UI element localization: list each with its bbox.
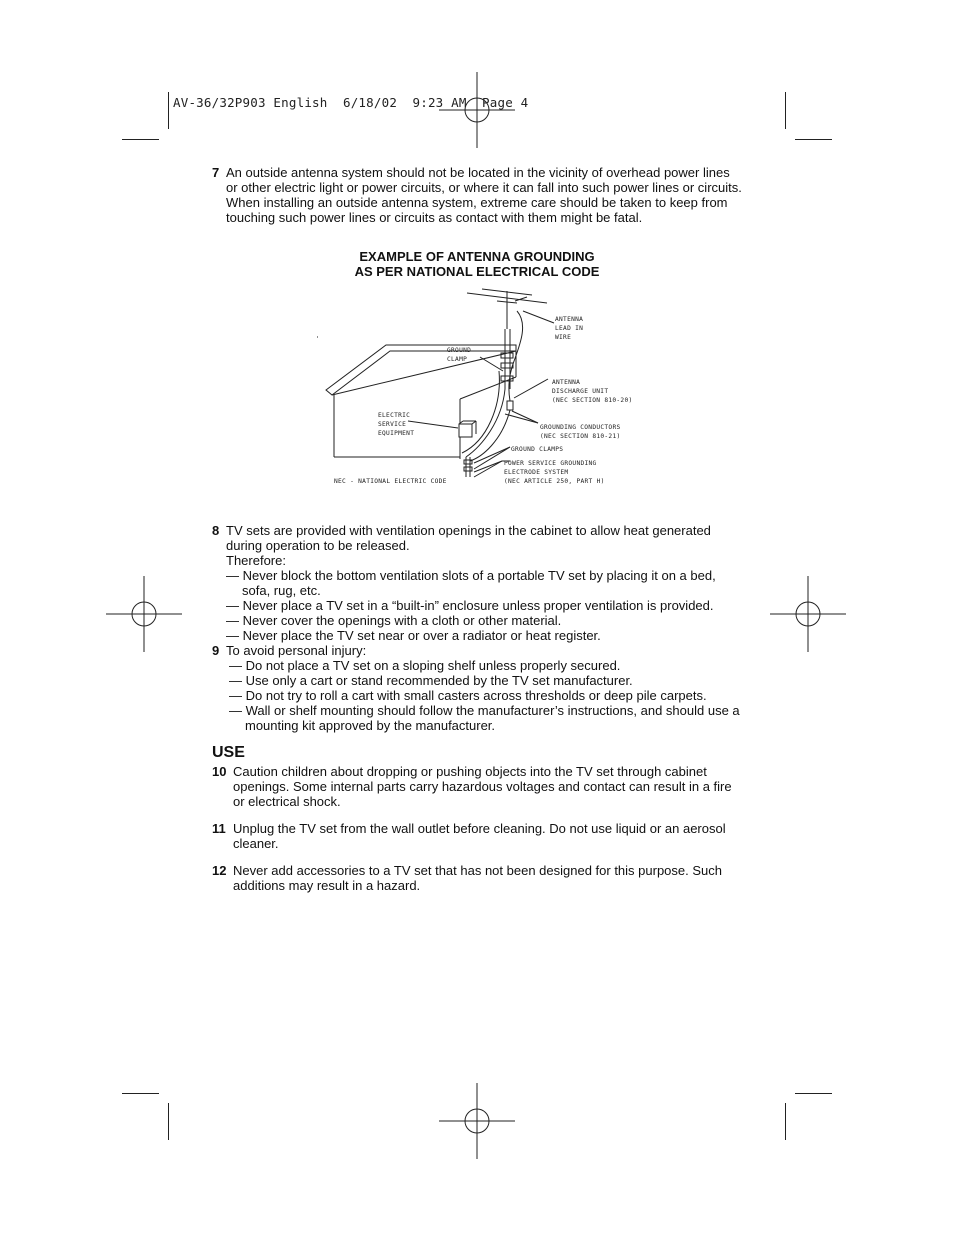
label-antenna-lead-3: WIRE bbox=[555, 334, 572, 341]
label-nec-legend: NEC - NATIONAL ELECTRIC CODE bbox=[334, 478, 447, 485]
list-item: — Use only a cart or stand recommended by the TV set manufacturer. bbox=[229, 673, 633, 688]
label-discharge-1: ANTENNA bbox=[552, 379, 581, 386]
label-power-3: (NEC ARTICLE 250, PART H) bbox=[504, 478, 605, 485]
safety-item-8 bbox=[212, 523, 742, 643]
antenna-lead-in-wire bbox=[509, 311, 523, 401]
item-text: Caution children about dropping or pushing objects into the TV set through cabinet openings. Some internal parts carry hazardous voltages and contact can result in a fire or electrical shock. bbox=[233, 764, 732, 809]
page-content bbox=[212, 165, 742, 893]
item-text: Never add accessories to a TV set that has not been designed for this purpose. Such additions may result in a hazard. bbox=[233, 863, 722, 893]
list-item: — Never place a TV set in a “built-in” enclosure unless proper ventilation is provided. bbox=[226, 598, 714, 613]
print-slug: AV-36/32P903 English 6/18/02 9:23 AM Page 4 bbox=[173, 95, 529, 110]
crop-mark-top-left-vertical bbox=[168, 92, 169, 129]
figure-title-line-2: AS PER NATIONAL ELECTRICAL CODE bbox=[354, 264, 600, 279]
registration-mark-right bbox=[770, 576, 846, 652]
safety-item-7 bbox=[212, 165, 742, 225]
item-text: TV sets are provided with ventilation openings in the cabinet to allow heat generated during operation to be released. bbox=[226, 523, 711, 553]
item-text: An outside antenna system should not be located in the vicinity of overhead power lines or other electric light or power circuits, or where it can fall into such power lines or circuits. When installing an outside antenna system, extreme care should be taken to keep from touching such power lines or circuits as contact with them might be fatal. bbox=[226, 165, 742, 225]
antenna-discharge-unit bbox=[507, 401, 513, 410]
list-item: — Never block the bottom ventilation slots of a portable TV set by placing it on a bed, sofa, rug, etc. bbox=[226, 568, 716, 598]
antenna-grounding-diagram bbox=[212, 281, 742, 509]
list-item: — Wall or shelf mounting should follow the manufacturer’s instructions, and should use a mounting kit approved by the manufacturer. bbox=[229, 703, 740, 733]
figure-title bbox=[212, 249, 742, 279]
label-ground-clamp-1: GROUND bbox=[447, 347, 472, 354]
label-power-1: POWER SERVICE GROUNDING bbox=[504, 460, 597, 467]
crop-mark-bottom-right-horizontal bbox=[795, 1093, 832, 1094]
item-number: 9 bbox=[212, 643, 220, 658]
label-ground-clamps: GROUND CLAMPS bbox=[511, 446, 564, 453]
label-electric-3: EQUIPMENT bbox=[378, 430, 415, 437]
label-discharge-3: (NEC SECTION 810-20) bbox=[552, 397, 633, 404]
label-antenna-lead-1: ANTENNA bbox=[555, 316, 584, 323]
label-ground-clamp-2: CLAMP bbox=[447, 356, 468, 363]
item-text: To avoid personal injury: bbox=[226, 643, 367, 658]
list-item: — Never cover the openings with a cloth or other material. bbox=[226, 613, 562, 628]
crop-mark-bottom-left-horizontal bbox=[122, 1093, 159, 1094]
safety-item-9 bbox=[212, 643, 742, 733]
house-roof bbox=[326, 345, 516, 395]
label-grounding-conductors-2: (NEC SECTION 810-21) bbox=[540, 433, 621, 440]
item-text: Unplug the TV set from the wall outlet before cleaning. Do not use liquid or an aerosol cleaner. bbox=[233, 821, 726, 851]
electric-service-box bbox=[459, 424, 472, 437]
item-number: 8 bbox=[212, 523, 220, 538]
label-electric-2: SERVICE bbox=[378, 421, 407, 428]
crop-mark-bottom-right-vertical bbox=[785, 1103, 786, 1140]
safety-item-12 bbox=[212, 863, 742, 893]
grounding-conductor bbox=[470, 410, 510, 461]
section-heading-use: USE bbox=[212, 744, 245, 761]
crop-mark-bottom-left-vertical bbox=[168, 1103, 169, 1140]
list-item: — Never place the TV set near or over a radiator or heat register. bbox=[226, 628, 601, 643]
registration-mark-top bbox=[439, 72, 515, 148]
item-therefore: Therefore: bbox=[226, 553, 286, 568]
registration-mark-bottom bbox=[439, 1083, 515, 1159]
label-electric-1: ELECTRIC bbox=[378, 412, 411, 419]
label-antenna-lead-2: LEAD IN bbox=[555, 325, 584, 332]
label-power-2: ELECTRODE SYSTEM bbox=[504, 469, 569, 476]
crop-mark-top-left-horizontal bbox=[122, 139, 159, 140]
figure-title-line-1: EXAMPLE OF ANTENNA GROUNDING bbox=[359, 249, 595, 264]
item-number: 7 bbox=[212, 165, 220, 180]
crop-mark-top-right-horizontal bbox=[795, 139, 832, 140]
label-discharge-2: DISCHARGE UNIT bbox=[552, 388, 609, 395]
item-number: 11 bbox=[212, 821, 226, 836]
list-item: — Do not try to roll a cart with small casters across thresholds or deep pile carpets. bbox=[229, 688, 707, 703]
label-grounding-conductors-1: GROUNDING CONDUCTORS bbox=[540, 424, 621, 431]
item-number: 12 bbox=[212, 863, 227, 878]
registration-mark-left bbox=[106, 576, 182, 652]
antenna-grounding-illustration bbox=[212, 281, 742, 509]
list-item: — Do not place a TV set on a sloping shelf unless properly secured. bbox=[229, 658, 621, 673]
safety-item-11 bbox=[212, 821, 742, 851]
safety-item-10 bbox=[212, 764, 742, 809]
crop-mark-top-right-vertical bbox=[785, 92, 786, 129]
item-number: 10 bbox=[212, 764, 227, 779]
